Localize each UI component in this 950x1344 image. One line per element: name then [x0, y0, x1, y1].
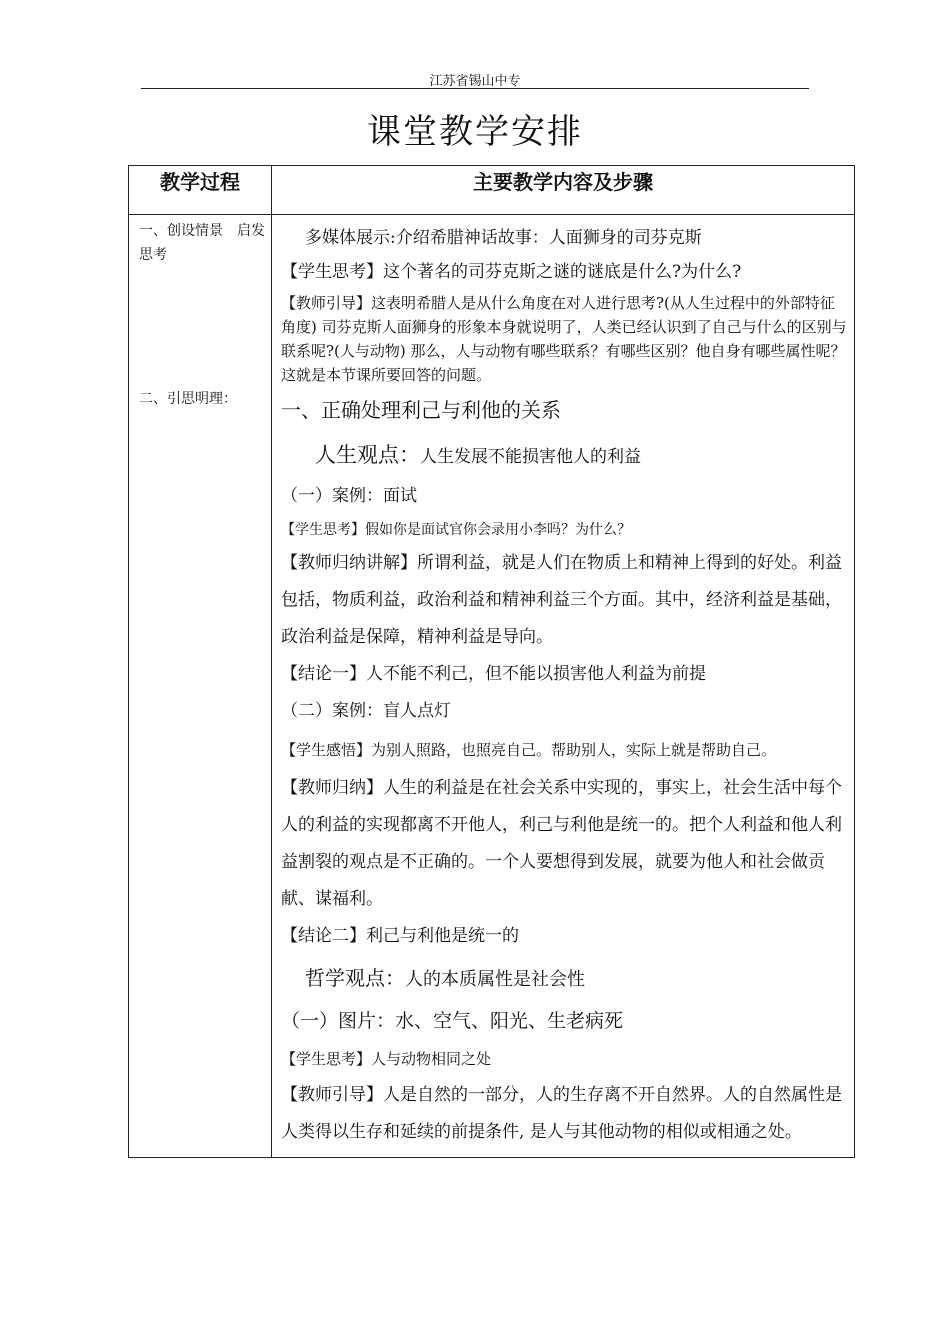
- content-cell: [272, 215, 855, 1158]
- lesson-table: [128, 165, 855, 1158]
- step-label: 二、引思明理：: [139, 391, 237, 407]
- viewpoint-text: 人的本质属性是社会性: [405, 969, 585, 990]
- paragraph: 【教师归纳讲解】所谓利益，就是人们在物质上和精神上得到的好处。利益包括，物质利益，政治利益和精神利益三个方面。其中，经济利益是基础，政治利益是保障，精神利益是导向。: [281, 553, 842, 647]
- viewpoint-text: 人生发展不能损害他人的利益: [420, 447, 641, 467]
- viewpoint-label: 人生观点：: [315, 443, 420, 467]
- conclusion: 【结论一】人不能不利己，但不能以损害他人利益为前提: [281, 664, 706, 684]
- viewpoint: [281, 957, 848, 1001]
- process-cell: [129, 215, 272, 1158]
- header-rule: [141, 88, 809, 89]
- case-title: （二）案例：盲人点灯: [281, 701, 451, 721]
- case-title: （一）案例：面试: [281, 486, 417, 506]
- paragraph: 【学生思考】人与动物相同之处: [281, 1050, 492, 1068]
- col-header-content: 主要教学内容及步骤: [272, 166, 855, 215]
- paragraph: 【教师引导】这表明希腊人是从什么角度在对人进行思考?(从人生过程中的外部特征角度) 司芬克斯人面狮身的形象本身就说明了，人类已经认识到了自己与什么的区别与联系呢?(人与动物) 那么，人与动物有哪些联系？有哪些区别？他自身有哪些属性呢？这就是本节课所要回答的问题。: [281, 294, 847, 384]
- viewpoint: [281, 435, 848, 477]
- table-header-row: [129, 166, 855, 215]
- step-label: 一、创设情景 启发思考: [139, 223, 265, 263]
- paragraph: 多媒体展示:介绍希腊神话故事：人面狮身的司芬克斯: [305, 228, 702, 248]
- viewpoint-label: 哲学观点：: [305, 966, 405, 990]
- paragraph: 【学生思考】假如你是面试官你会录用小李吗？为什么？: [281, 522, 631, 538]
- table-row: [129, 215, 855, 1158]
- paragraph: 【学生感悟】为别人照路，也照亮自己。帮助别人，实际上就是帮助自己。: [281, 741, 777, 759]
- case-title: （一）图片：水、空气、阳光、生老病死: [281, 1010, 624, 1032]
- paragraph: 【学生思考】这个著名的司芬克斯之谜的谜底是什么?为什么?: [281, 262, 742, 282]
- document-header: 江苏省锡山中专: [429, 74, 521, 89]
- paragraph: 【教师归纳】人生的利益是在社会关系中实现的，事实上，社会生活中每个人的利益的实现都离不开他人，利己与利他是统一的。把个人利益和他人利益割裂的观点是不正确的。一个人要想得到发展，就要为他人和社会做贡献、谋福利。: [281, 778, 842, 909]
- conclusion: 【结论二】利己与利他是统一的: [281, 926, 519, 946]
- col-header-process: 教学过程: [129, 166, 272, 215]
- page-title: 课堂教学安排: [367, 112, 583, 152]
- section-heading: 一、正确处理利己与利他的关系: [281, 398, 561, 422]
- paragraph: 【教师引导】人是自然的一部分，人的生存离不开自然界。人的自然属性是人类得以生存和延续的前提条件, 是人与其他动物的相似或相通之处。: [281, 1085, 842, 1142]
